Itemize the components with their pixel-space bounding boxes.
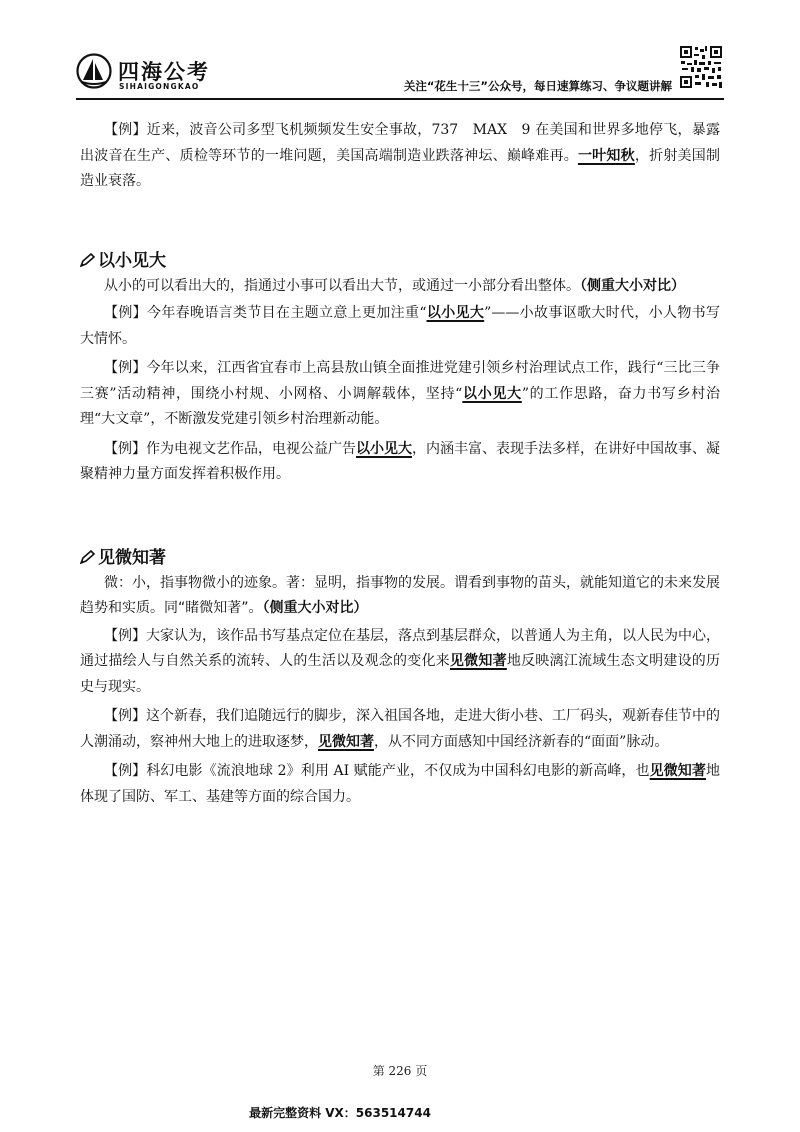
example-paragraph: 【例】今年春晚语言类节目在主题立意上更加注重“以小见大”——小故事讴歌大时代，小人物书写大情怀。: [80, 305, 720, 347]
pencil-icon: [80, 550, 96, 564]
idiom-highlight: 以小见大: [426, 305, 485, 321]
page-header: [0, 0, 800, 108]
definition-paragraph: 微：小，指事物微小的迹象。著：显明，指事物的发展。谓看到事物的苗头，就能知道它的未来发展趋势和实质。同“睹微知著”。（侧重大小对比）: [80, 574, 720, 616]
page-number: 第 226 页: [372, 1064, 428, 1078]
idiom-highlight: 一叶知秋: [577, 147, 635, 164]
idiom-highlight: 见微知著: [649, 763, 706, 779]
section-title-jianweizhizhu: 见微知著: [80, 545, 720, 571]
definition-paragraph: 从小的可以看出大的，指通过小事可以看出大节，或通过一小部分看出整体。（侧重大小对比）: [104, 277, 685, 294]
example-paragraph: 【例】作为电视文艺作品，电视公益广告以小见大，内涵丰富、表现手法多样，在讲好中国故事、凝聚精神力量方面发挥着积极作用。: [80, 440, 720, 482]
logo-text: 四海公考: [118, 60, 210, 84]
section-title-yixiaojianda: 以小见大: [80, 248, 720, 274]
idiom-highlight: 以小见大: [462, 385, 522, 402]
usage-note: （侧重大小对比）: [262, 600, 368, 616]
page-content: [80, 118, 720, 814]
qr-code-icon[interactable]: [679, 45, 723, 89]
pencil-icon: [80, 253, 96, 267]
example-paragraph: 【例】科幻电影《流浪地球 2》利用 AI 赋能产业，不仅成为中国科幻电影的新高峰，也见微知著地体现了国防、军工、基建等方面的综合国力。: [80, 763, 720, 805]
example-paragraph: 【例】今年以来，江西省宜春市上高县敖山镇全面推进党建引领乡村治理试点工作，践行“三比三争三赛”活动精神，围绕小村规、小网格、小调解载体，坚持“以小见大”的工作思路，奋力书写乡村治理“大文章”，不断激发党建引领乡村治理新动能。: [80, 360, 720, 427]
sailboat-logo-icon: [76, 53, 112, 89]
example-paragraph: 【例】这个新春，我们追随远行的脚步，深入祖国各地，走进大街小巷、工厂码头，观新春佳节中的人潮涌动，察神州大地上的进取逐梦，见微知著，从不同方面感知中国经济新春的“面面”脉动。: [80, 708, 720, 750]
header-rule: [76, 98, 724, 100]
idiom-highlight: 见微知著: [449, 653, 507, 669]
usage-note: （侧重大小对比）: [580, 277, 685, 294]
header-slogan: 关注“花生十三”公众号，每日速算练习、争议题讲解: [403, 79, 672, 93]
footer-contact-note: 最新完整资料 VX：563514744: [249, 1106, 431, 1120]
idiom-highlight: 见微知著: [318, 733, 374, 750]
example-paragraph: 【例】大家认为，该作品书写基点定位在基层，落点到基层群众，以普通人为主角，以人民为中心，通过描绘人与自然关系的流转、人的生活以及观念的变化来见微知著地反映漓江流域生态文明建设的历史与现实。: [80, 627, 721, 695]
logo-subtext: SIHAIGONGKAO: [119, 82, 200, 91]
example-paragraph: 【例】近来，波音公司多型飞机频频发生安全事故，737 MAX 9 在美国和世界多地停飞，暴露出波音在生产、质检等环节的一堆问题，美国高端制造业跌落神坛、巅峰难再。一叶知秋，折射美国制造业衰落。: [80, 122, 721, 189]
idiom-highlight: 以小见大: [356, 440, 412, 457]
